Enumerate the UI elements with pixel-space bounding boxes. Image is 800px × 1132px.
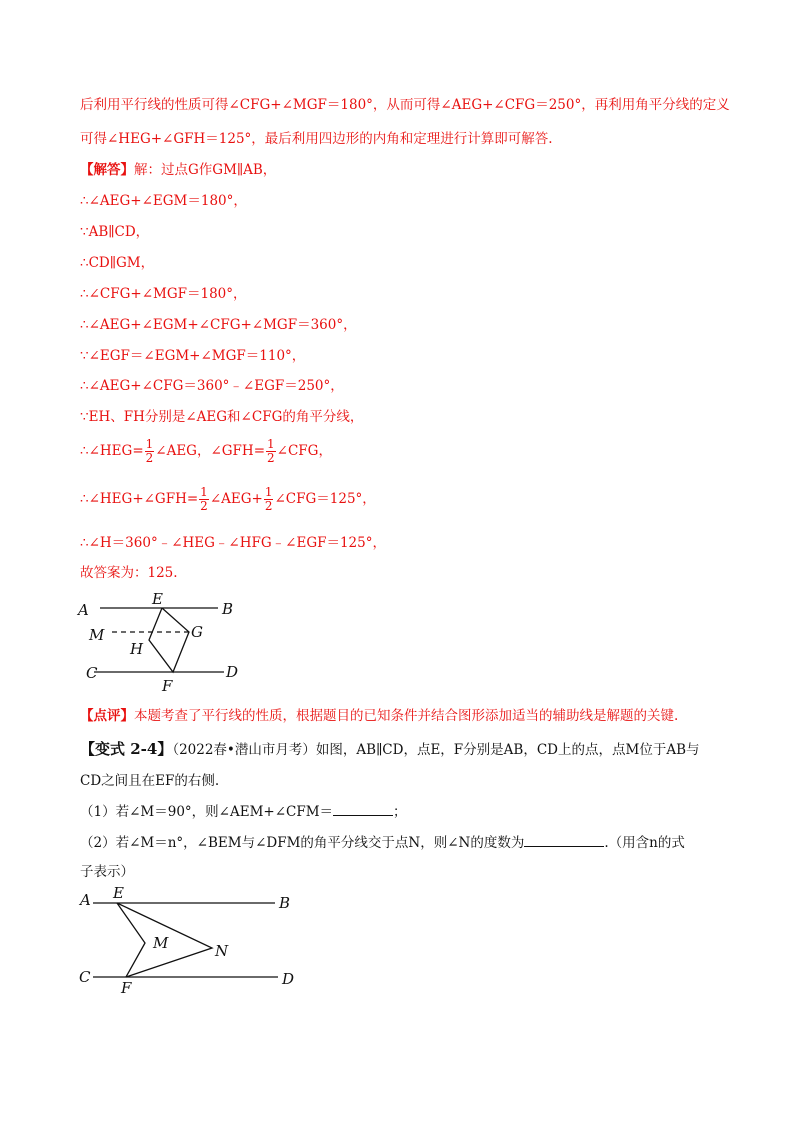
label-c: C bbox=[86, 664, 98, 682]
label-f: F bbox=[121, 979, 132, 995]
comment-tag: 【点评】 bbox=[80, 708, 134, 724]
question-2-end: .（用含n的式 bbox=[604, 835, 685, 851]
fraction-half: $\frac{1}{2}$ bbox=[145, 437, 154, 465]
label-c: C bbox=[79, 968, 91, 986]
question-1-end: ； bbox=[393, 804, 407, 820]
solution-step-5: ∴∠AEG+∠EGM+∠CFG+∠MGF＝360°， bbox=[80, 317, 357, 333]
analysis-line-1: 后利用平行线的性质可得∠CFG+∠MGF＝180°，从而可得∠AEG+∠CFG＝250°，再利用角平分线的定义 bbox=[80, 97, 730, 113]
fraction-half: $\frac{1}{2}$ bbox=[200, 485, 208, 513]
fraction-half: $\frac{1}{2}$ bbox=[267, 437, 275, 465]
label-f: F bbox=[162, 677, 173, 695]
solution-intro: 解：过点G作GM∥AB， bbox=[134, 162, 277, 178]
figure-1-diagram bbox=[72, 588, 332, 698]
solution-step-1: ∴∠AEG+∠EGM＝180°， bbox=[80, 193, 247, 209]
label-a: A bbox=[78, 601, 89, 619]
step9-part-b: ∠AEG，∠GFH= bbox=[155, 443, 266, 459]
variant-text-1: （2022春•潜山市月考）如图，AB∥CD，点E，F分别是AB，CD上的点，点M位于AB与 bbox=[172, 742, 700, 758]
step9-part-a: ∴∠HEG= bbox=[80, 443, 144, 459]
label-e: E bbox=[113, 885, 124, 902]
solution-intro-line bbox=[80, 160, 730, 180]
label-m: M bbox=[153, 934, 169, 952]
solution-step-2: ∵AB∥CD， bbox=[80, 224, 150, 240]
fraction-half: $\frac{1}{2}$ bbox=[264, 485, 273, 513]
label-d: D bbox=[226, 663, 239, 681]
label-g: G bbox=[191, 623, 203, 641]
question-2-text: （2）若∠M＝n°，∠BEM与∠DFM的角平分线交于点N，则∠N的度数为 bbox=[80, 835, 525, 851]
solution-step-6: ∵∠EGF＝∠EGM+∠MGF＝110°， bbox=[80, 348, 306, 364]
step10-part-a: ∴∠HEG+∠GFH= bbox=[80, 491, 199, 507]
solution-step-10 bbox=[80, 482, 730, 516]
question-1-text: （1）若∠M＝90°，则∠AEM+∠CFM＝ bbox=[80, 804, 334, 820]
quadrilateral-ehfg bbox=[149, 608, 189, 672]
variant-line-1 bbox=[80, 739, 730, 760]
step9-part-c: ∠CFG， bbox=[276, 443, 332, 459]
label-m: M bbox=[89, 626, 105, 644]
solution-answer: 故答案为：125. bbox=[80, 565, 178, 581]
label-b: B bbox=[222, 600, 234, 618]
question-1 bbox=[80, 802, 730, 822]
figure-2-diagram bbox=[75, 885, 315, 995]
label-a: A bbox=[80, 891, 91, 909]
analysis-line-2: 可得∠HEG+∠GFH＝125°，最后利用四边形的内角和定理进行计算即可解答. bbox=[80, 131, 553, 147]
label-e: E bbox=[152, 590, 163, 608]
solution-step-3: ∴CD∥GM， bbox=[80, 255, 155, 271]
solution-step-11: ∴∠H＝360°﹣∠HEG﹣∠HFG﹣∠EGF＝125°， bbox=[80, 535, 386, 551]
label-n: N bbox=[215, 942, 229, 960]
solution-tag: 【解答】 bbox=[80, 162, 134, 178]
label-h: H bbox=[130, 640, 144, 658]
solution-step-7: ∴∠AEG+∠CFG＝360°﹣∠EGF＝250°， bbox=[80, 378, 344, 394]
question-2 bbox=[80, 833, 730, 853]
solution-step-9 bbox=[80, 434, 730, 468]
comment-line bbox=[80, 706, 730, 726]
label-d: D bbox=[282, 970, 295, 988]
label-b: B bbox=[279, 894, 291, 912]
solution-step-8: ∵EH、FH分别是∠AEG和∠CFG的角平分线， bbox=[80, 409, 364, 425]
variant-tag: 【变式 2-4】 bbox=[80, 740, 173, 758]
step10-part-c: ∠CFG＝125°， bbox=[274, 491, 376, 507]
comment-text: 本题考查了平行线的性质，根据题目的已知条件并结合图形添加适当的辅助线是解题的关键. bbox=[134, 708, 679, 724]
answer-blank-2[interactable] bbox=[524, 834, 604, 847]
step10-part-b: ∠AEG+ bbox=[209, 491, 263, 507]
variant-line-2: CD之间且在EF的右侧. bbox=[80, 773, 220, 789]
solution-step-4: ∴∠CFG+∠MGF＝180°， bbox=[80, 286, 247, 302]
question-2-line-2: 子表示） bbox=[80, 864, 134, 880]
answer-blank-1[interactable] bbox=[333, 803, 393, 816]
